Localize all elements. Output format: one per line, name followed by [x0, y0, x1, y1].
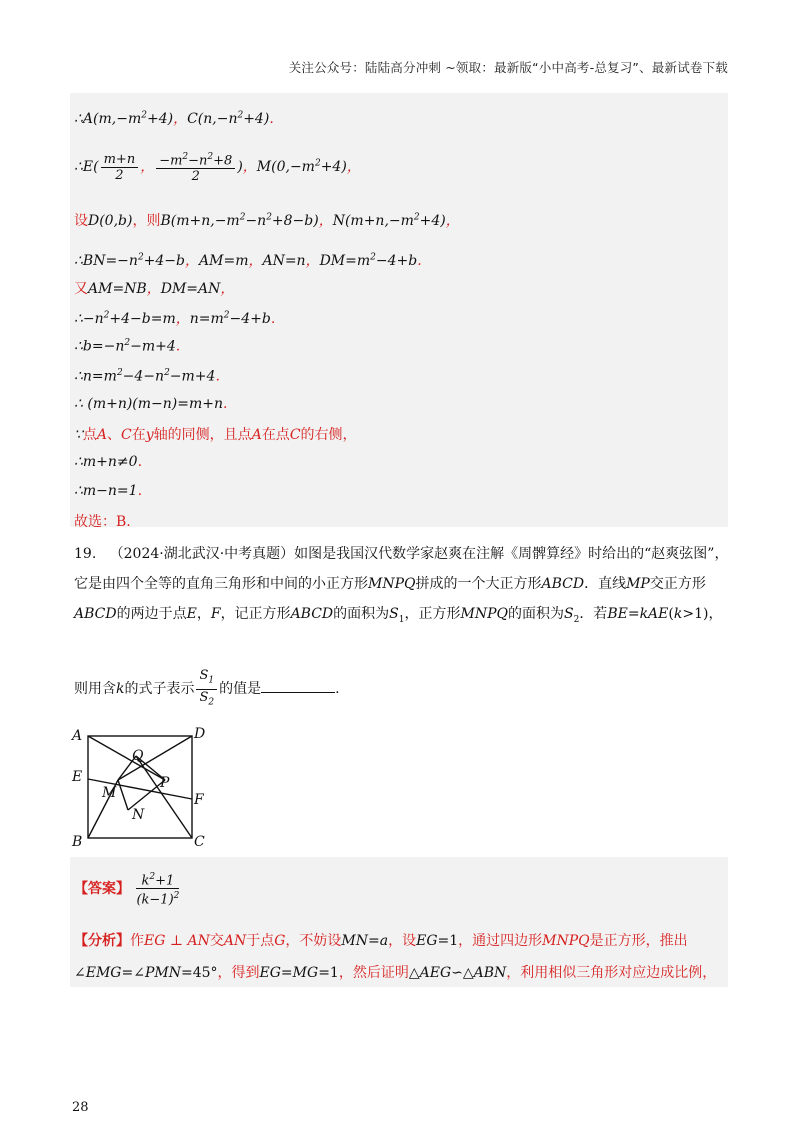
label-a: A — [72, 728, 83, 744]
analysis-line-1: 【分析】作EG ⊥ AN交AN于点G，不妨设MN=a，设EG=1，通过四边形MNPQ是正方形，推出 — [74, 933, 688, 949]
label-n: N — [132, 807, 145, 823]
answer-fraction: $\frac{k^2+1}{(k-1)^2}$ — [136, 872, 180, 908]
solution-conclusion: 故选：B. — [74, 514, 131, 530]
question-line-3: ABCD的两边于点E，F，记正方形ABCD的面积为$S_1$，正方形MNPQ的面积为$S_2$．若BE=kAE(k>1)， — [74, 606, 723, 625]
solution-line-1: $\therefore A(m,-m^2+4)$，$C(n,-n^2+4)$. — [74, 110, 274, 127]
solution-line-4: $\therefore BN=-n^2+4-b$，AM=m，AN=n，$DM=m^2-4+b$. — [74, 252, 422, 269]
page-number: 28 — [72, 1100, 89, 1115]
solution-line-11: ∴m+n≠0. — [74, 454, 143, 470]
zhao-shuang-figure — [66, 722, 216, 852]
solution-line-8: $\therefore n=m^2-4-n^2-m+4$. — [74, 368, 220, 385]
solution-line-5: 又AM=NB，DM=AN， — [74, 281, 235, 297]
solution-line-12: ∴m−n=1. — [74, 483, 143, 499]
label-d: D — [194, 726, 206, 742]
question-line-2: 它是由四个全等的直角三角形和中间的小正方形MNPQ拼成的一个大正方形ABCD．直线MP交正方形 — [74, 576, 706, 592]
label-m: M — [102, 785, 117, 801]
label-e: E — [72, 769, 83, 785]
solution-line-6: $\therefore-n^2+4-b=m$，$n=m^2-4+b$. — [74, 310, 276, 327]
solution-line-9: ∴ (m+n)(m−n)=m+n. — [74, 396, 228, 412]
answer-blank[interactable] — [261, 680, 335, 693]
answer-label: 【答案】 — [74, 880, 130, 897]
answer-row — [74, 870, 181, 908]
solution-line-10: ∵点A、C在y轴的同侧，且点A在点C的右侧， — [74, 427, 357, 443]
label-c: C — [194, 834, 205, 850]
line-d-m — [118, 736, 192, 780]
solution-line-7: $\therefore b=-n^2-m+4$. — [74, 338, 181, 355]
line-a-p — [88, 736, 165, 780]
question-line-4: 则用含k的式子表示 $\frac{S_1}{S_2}$ 的值是 . — [74, 668, 340, 708]
analysis-line-2: ∠EMG=∠PMN=45°，得到EG=MG=1，然后证明△AEG∽△ABN，利用相似三角形对应边成比例， — [74, 965, 717, 981]
label-f: F — [194, 792, 204, 808]
question-line-1: 19. （2024·湖北武汉·中考真题）如图是我国汉代数学家赵爽在注解《周髀算经》时给出的“赵爽弦图”， — [74, 546, 729, 562]
solution-line-3: 设D(0,b)，则$B(m+n,-m^2-n^2+8-b)$，$N(m+n,-m^2+4)$， — [74, 212, 460, 229]
label-q: Q — [132, 748, 144, 764]
label-b: B — [72, 834, 83, 850]
label-p: P — [160, 775, 170, 791]
page-header: 关注公众号：陆陆高分冲刺 ~领取：最新版“小中高考-总复习”、最新试卷下载 — [288, 60, 728, 75]
solution-line-2: ∴E( $\frac{m+n}{2}$ ， $\frac{-m^2-n^2+8}{2}$ )，$M(0,-m^2+4)$， — [74, 151, 361, 185]
